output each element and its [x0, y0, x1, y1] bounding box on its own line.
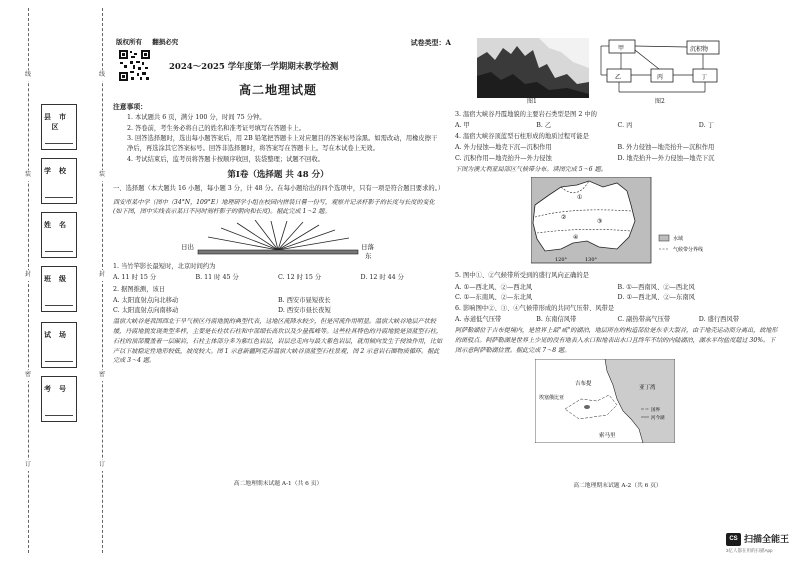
map-label: 索马里 [599, 432, 616, 439]
fig1-photo [477, 38, 589, 98]
seal-char: 线 [99, 70, 105, 81]
lake-assal-map [535, 359, 675, 443]
map-label: 埃塞俄比亚 [539, 394, 565, 401]
option[interactable]: D. ①—西北风、②—东南风 [617, 293, 695, 301]
exam-number-box[interactable] [41, 376, 77, 422]
question-3: 3. 温宿大峡谷丹霞地貌的主要岩石类型是图 2 中的 [455, 111, 597, 118]
option[interactable]: A. 11 时 15 分 [113, 274, 157, 282]
figures-row [455, 30, 780, 108]
seal-char: 订 [99, 460, 105, 471]
option[interactable]: D. 丁 [698, 122, 714, 130]
legend-border: 国界 [651, 407, 660, 413]
question-6: 6. 影响图中②、③、④气候带形成的共同气压带、风带是 [455, 304, 615, 312]
notes-heading: 注意事项： [113, 103, 147, 112]
cs-badge-icon: CS [726, 533, 741, 546]
question-2: 2. 据图推测，该日 [113, 285, 166, 293]
sunrise-label: 日出 [181, 243, 194, 252]
passage-q5-6: 下图为澳大利亚局部区气候带分布。读图完成 5～6 题。 [455, 165, 607, 173]
left-page [113, 30, 451, 366]
school-box[interactable] [41, 158, 77, 204]
legend-river: 河今湖 [651, 415, 665, 421]
zone-label: ① [577, 194, 583, 202]
footer-left: 高二地理期末试题 A-1（共 6 页） [233, 481, 323, 487]
scanner-name: 扫描全能王 [744, 534, 790, 544]
node-label: 乙 [615, 74, 622, 81]
section-heading: 第Ⅰ卷（选择题 共 48 分） [227, 170, 329, 181]
note-item: 4. 考试结束后，监考员将答题卡按顺序收回，装袋整理；试题不回收。 [127, 155, 324, 163]
longitude-label: 130° [585, 257, 598, 264]
option[interactable]: D. 西安市昼长夜短 [278, 306, 331, 314]
question-5-options [455, 283, 780, 302]
question-6-options [455, 315, 780, 324]
copyright-notice: 版权所有 翻损必究 [116, 38, 179, 46]
name-box[interactable] [41, 212, 77, 258]
passage-q1-2: 西安市某中学（图中（34°N，109°E）地理研学小组在校园内拼装日晷一份写，观察并记录杆影子的长度与长度的变化(如下图，图中实线表示某日不同时刻杆影子的朝向和长度)。据此完成 1～2 题。 [113, 198, 435, 216]
option[interactable]: C. 太阳直射点向南移动 [113, 306, 179, 314]
county-label: 县市区 [44, 112, 74, 132]
option[interactable]: C. 沉积作用—地壳抬升—外力侵蚀 [455, 154, 552, 162]
class-box[interactable] [41, 266, 77, 312]
legend-boundary: 气候带分界线 [673, 247, 704, 254]
paper-type: 试卷类型：A [410, 38, 451, 47]
seal-char: 装 [25, 170, 31, 181]
seal-char: 线 [25, 70, 31, 81]
sundial-diagram [113, 220, 443, 260]
option[interactable]: A. ①—西北风、②—西北风 [455, 283, 533, 291]
longitude-label: 120° [555, 257, 568, 264]
seal-char: 密 [99, 370, 105, 381]
option[interactable]: C. ①—东南风、②—东北风 [455, 293, 533, 301]
question-1-options [113, 273, 443, 282]
fig2-rock-cycle [595, 38, 725, 98]
note-item: 3. 回答选择题时，选出每小题答案后，用 2B 铅笔把答题卡上对应题目的答案标号涂黑。如需改动，用橡皮擦干净后，再选涂其它答案标号。回答非选择题时，将答案写在答题卡上。写在本试卷上无效。 [127, 134, 438, 153]
exam-room-box[interactable] [41, 322, 77, 368]
option[interactable]: B. ①—西南风、②—西北风 [617, 283, 695, 291]
seal-char: 装 [99, 170, 105, 181]
footer-right: 高二地理期末试题 A-2（共 6 页） [573, 483, 662, 489]
question-4: 4. 温宿大峡谷顶蓝型石柱形成的地质过程可能是 [455, 133, 589, 141]
zone-label: ④ [573, 234, 579, 242]
county-box[interactable] [41, 104, 77, 150]
option[interactable]: C. 丙 [617, 122, 633, 130]
option[interactable]: B. 11 时 45 分 [195, 274, 239, 282]
fig1-caption: 图1 [527, 98, 537, 105]
header [113, 30, 451, 74]
note-item: 2. 答卷前，考生务必将自己的姓名和准考证号填写在答题卡上。 [127, 124, 306, 132]
question-2-options [113, 296, 443, 315]
node-label: 丁 [701, 74, 708, 81]
qr-code-icon [118, 49, 151, 82]
seal-char: 封 [99, 270, 105, 281]
option[interactable]: C. 12 时 15 分 [278, 274, 322, 282]
sunset-label: 日落 [361, 243, 374, 252]
map-label: 吉布提 [575, 380, 592, 387]
question-5: 5. 图中①、②气候带所受到的盛行风向正确的是 [455, 272, 589, 280]
question-3-options [455, 121, 780, 130]
option[interactable]: B. 外力侵蚀—地壳抬升—沉积作用 [617, 144, 715, 152]
east-label: 东 [365, 252, 372, 261]
node-label: 丙 [657, 74, 664, 81]
option[interactable]: A. 太阳直射点向北移动 [113, 296, 179, 304]
seal-char: 封 [25, 270, 31, 281]
option[interactable]: A. 外力侵蚀—地壳下沉—沉积作用 [455, 144, 552, 152]
zone-label: ③ [597, 218, 603, 226]
fig2-caption: 图2 [655, 98, 665, 105]
australia-climate-map [531, 177, 721, 269]
binding-strip [0, 0, 112, 561]
question-4-options [455, 143, 780, 162]
question-1: 1. 当竹竿影长最短时，北京时间约为 [113, 263, 216, 271]
seal-char: 密 [25, 370, 31, 381]
seal-char: 订 [25, 460, 31, 471]
part-intro: 一、选择题（本大题共 16 小题，每小题 3 分，计 48 分。在每小题给出的四个选项中，只有一项是符合题目要求的。） [113, 185, 445, 193]
option[interactable]: B. 东南信风带 [536, 315, 577, 323]
option[interactable]: B. 西安市昼短夜长 [278, 296, 331, 304]
node-label: 甲 [618, 45, 625, 52]
class-label: 班级 [44, 274, 74, 283]
option[interactable]: A. 甲 [455, 122, 470, 130]
school-label: 学校 [44, 166, 74, 175]
option[interactable]: B. 乙 [536, 122, 552, 130]
passage-q7-8: 阿萨勒湖位于吉布提境内，是世界上最"咸"的湖泊，地层所在的构造部位是东非大裂谷，由于地壳运动而分离出，故地形的斑驳点。阿萨勒湖是世界上少见的没有地表入水口和地表出水口且终年不结的内陆湖泊，湖水平均盐度超过 30%。下图示意阿萨勒湖位置。据此完成 7～8 题。 [455, 327, 778, 354]
exam-room-label: 试场 [44, 330, 74, 339]
note-item: 1. 本试题共 6 页，满分 100 分，时间 75 分钟。 [127, 114, 266, 122]
option[interactable]: D. 12 时 44 分 [360, 274, 404, 282]
right-page [455, 30, 780, 443]
node-label: 沉积物 [690, 46, 709, 53]
option[interactable]: C. 副热带高气压带 [617, 315, 671, 323]
legend-water: 水域 [673, 236, 684, 243]
name-label: 姓名 [44, 220, 74, 229]
exam-number-label: 考号 [44, 384, 74, 393]
passage-q3-4: 温宿大峡谷是我国西北干旱气候区丹霞地貌的典型代表，这地区流降水较少，但是河流作用明显。温宿大峡谷地层产状较缓，丹霞地貌发现类型多样，主要是长柱状石柱和中部细长高坎以及少量孤峰等。这些柱具特色的丹霞地貌是顶蓝型石柱，石柱的顶部覆盖着一层碳岩，石柱主体部分多为紫红色岩层，岩层总走向与最大紫色岩层，就用倾向发生于侵蚀作用，比如产以下坡稳定性地形较低，坡度较大。图 1 示意新疆阿克苏温宿大峡谷顶蓝型石柱景观，图 2 示意岩石圈物质循环。据此完成 3～4 题。 [113, 317, 443, 365]
year-title: 2024～2025 学年度第一学期期末教学检测 [169, 62, 339, 72]
camscanner-logo [726, 533, 789, 546]
option[interactable]: D. 盛行西风带 [698, 315, 740, 323]
option[interactable]: D. 地壳抬升—外力侵蚀—地壳下沉 [617, 154, 715, 162]
scanner-subtitle: 3亿人都在用的扫描App [726, 548, 773, 553]
page-title: 高二地理试题 [238, 83, 317, 97]
option[interactable]: A. 赤道低气压带 [455, 315, 502, 323]
map-label: 亚丁湾 [639, 384, 656, 391]
zone-label: ② [561, 214, 567, 222]
